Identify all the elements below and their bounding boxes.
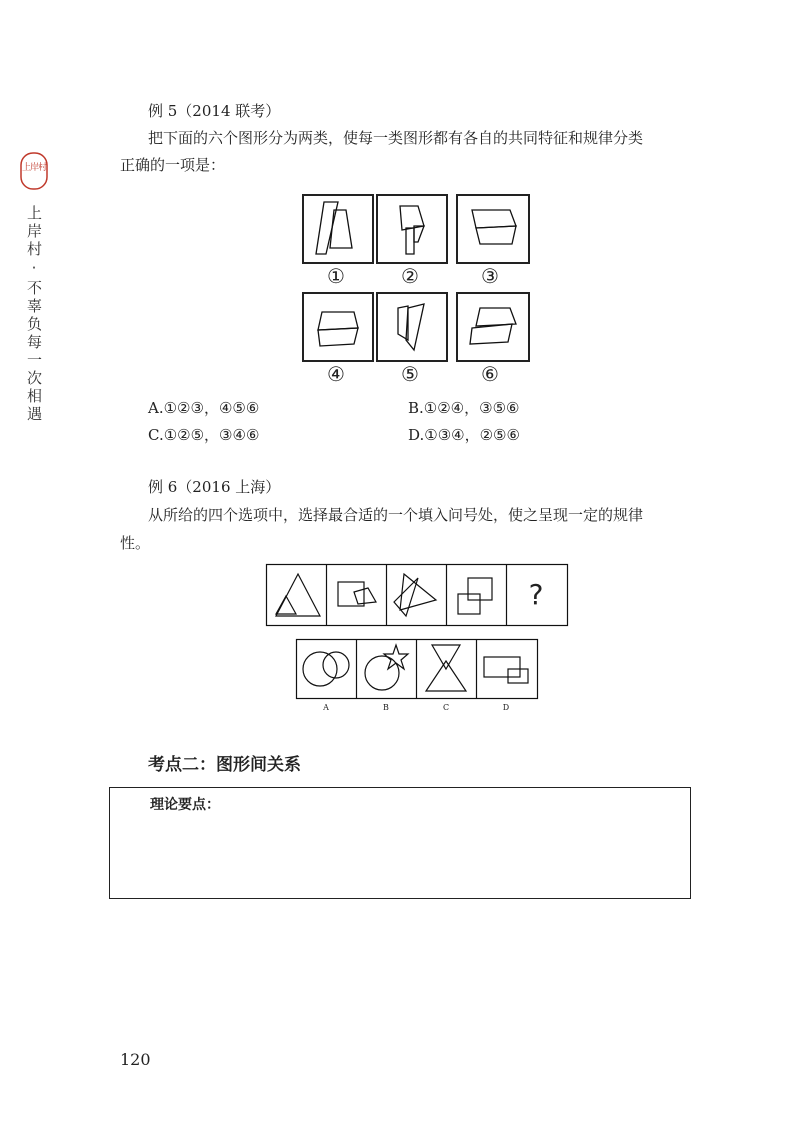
answer-option-a-label: A xyxy=(323,703,329,712)
answer-option-d-label: D xyxy=(502,703,510,712)
example5-option-d: D.①③④，②⑤⑥ xyxy=(408,426,520,444)
sequence-question-mark: ? xyxy=(528,578,544,611)
figure-5 xyxy=(376,292,448,362)
sequence-row xyxy=(266,564,568,630)
figure-4 xyxy=(302,292,374,362)
figure-3-shapes xyxy=(458,196,528,262)
figure-2-label: ② xyxy=(401,264,419,288)
example5-heading: 例 5（2014 联考） xyxy=(148,102,281,120)
theory-box xyxy=(109,787,691,899)
answer-option-c-shapes xyxy=(416,639,476,699)
answer-option-a-shapes xyxy=(296,639,356,699)
answer-option-c-label: C xyxy=(442,703,450,712)
figure-1 xyxy=(302,194,374,264)
answer-option-d-shapes xyxy=(476,639,536,699)
figure-6-shapes xyxy=(458,294,528,360)
section-title: 考点二：图形间关系 xyxy=(148,755,301,775)
figure-5-shapes xyxy=(378,294,446,360)
example5-option-b: B.①②④，③⑤⑥ xyxy=(408,399,520,417)
figure-5-label: ⑤ xyxy=(401,362,419,386)
figure-3 xyxy=(456,194,530,264)
seal-text: 上岸村 xyxy=(21,163,46,173)
example5-question-line2: 正确的一项是： xyxy=(120,156,226,174)
figure-3-label: ③ xyxy=(481,264,499,288)
sequence-cell-3 xyxy=(386,564,446,626)
answer-option-b-label: B xyxy=(383,703,389,712)
figure-4-shapes xyxy=(304,294,372,360)
example6-question-line2: 性。 xyxy=(120,534,151,552)
theory-box-title: 理论要点： xyxy=(150,797,220,813)
figure-4-label: ④ xyxy=(327,362,345,386)
figure-2 xyxy=(376,194,448,264)
example5-option-a: A.①②③，④⑤⑥ xyxy=(148,399,260,417)
figure-1-label: ① xyxy=(327,264,345,288)
example5-question-line1: 把下面的六个图形分为两类，使每一类图形都有各自的共同特征和规律分类 xyxy=(148,129,644,147)
example5-option-c: C.①②⑤，③④⑥ xyxy=(148,426,260,444)
figure-6 xyxy=(456,292,530,362)
sequence-cell-2 xyxy=(326,564,386,626)
figure-1-shapes xyxy=(304,196,372,262)
figure-2-shapes xyxy=(378,196,446,262)
side-motto: 上岸村·不辜负每一次相遇 xyxy=(25,205,43,424)
example6-question-line1: 从所给的四个选项中，选择最合适的一个填入问号处，使之呈现一定的规律 xyxy=(148,506,644,524)
answer-option-b-shapes xyxy=(356,639,416,699)
sequence-cell-4 xyxy=(446,564,506,626)
figure-6-label: ⑥ xyxy=(481,362,499,386)
brand-seal xyxy=(20,152,48,190)
answer-options-row xyxy=(296,639,538,712)
sequence-cell-1 xyxy=(266,564,326,626)
example6-heading: 例 6（2016 上海） xyxy=(148,478,281,496)
page-number: 120 xyxy=(120,1050,151,1069)
